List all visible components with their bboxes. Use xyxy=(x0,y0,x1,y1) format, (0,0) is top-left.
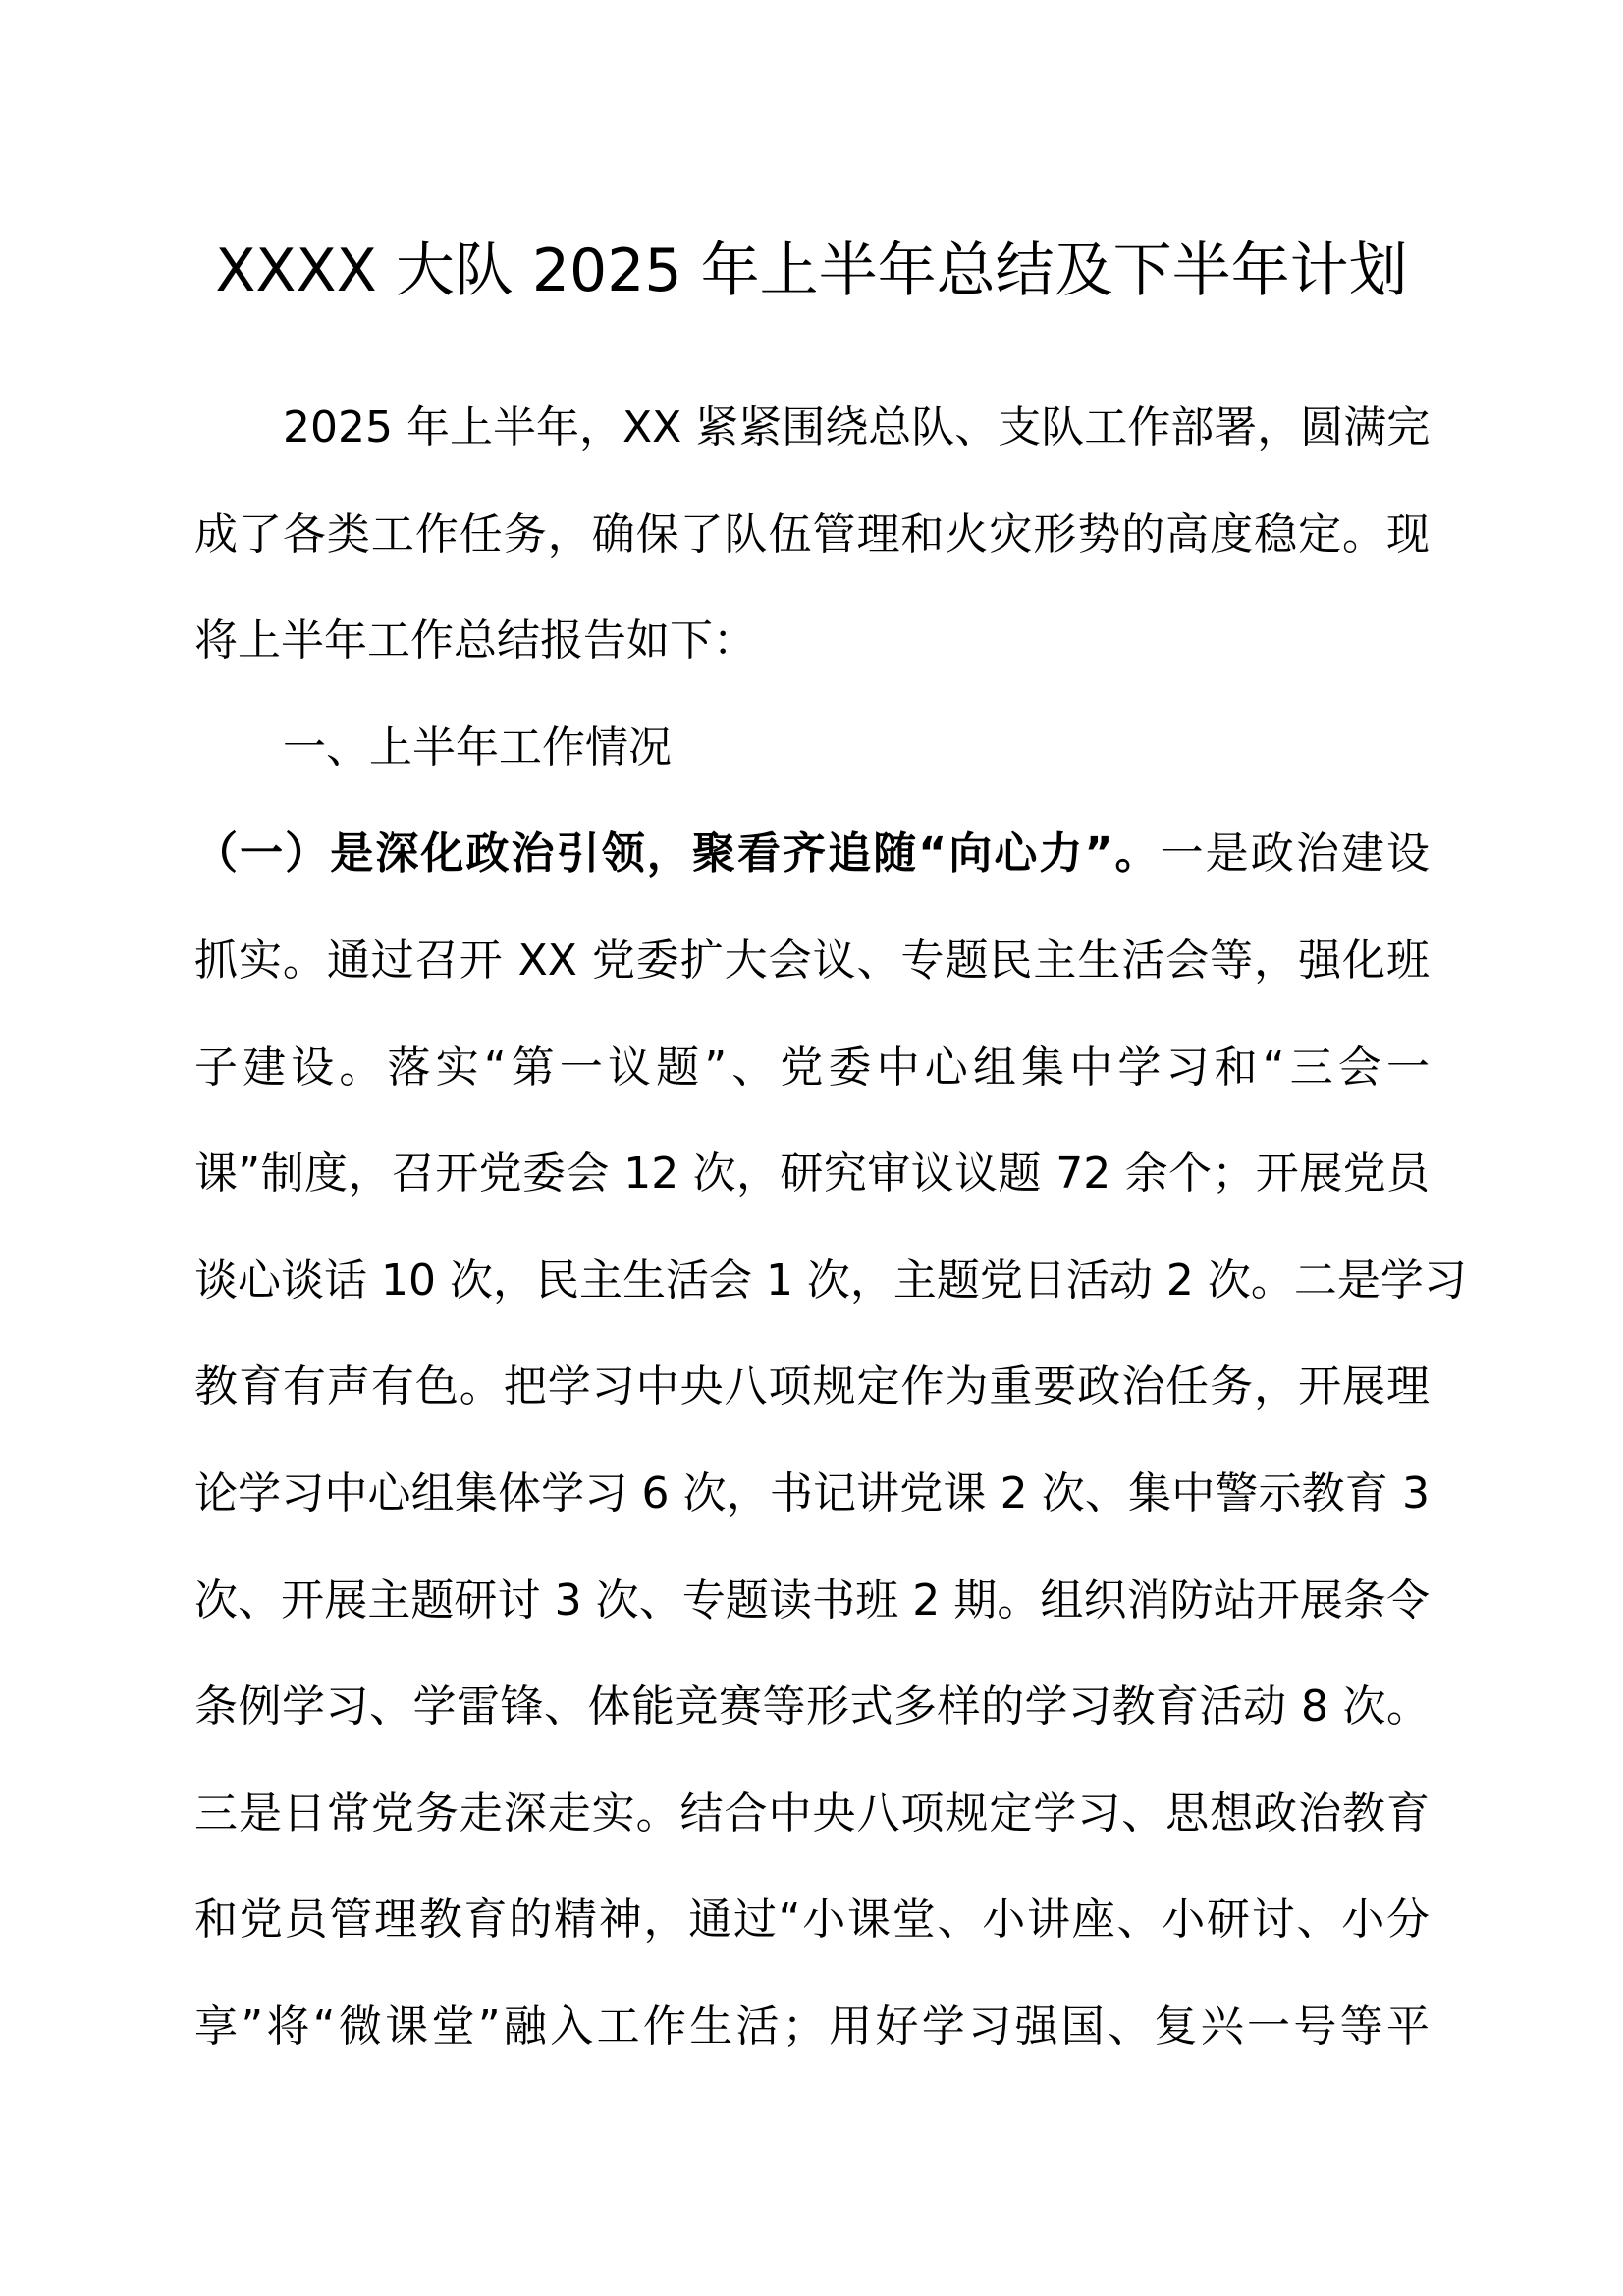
section-heading: 一、上半年工作情况 xyxy=(283,721,672,773)
paragraph-line: 享”将“微课堂”融入工作生活；用好学习强国、复兴一号等平 xyxy=(194,2001,1430,2052)
intro-line: 成了各类工作任务，确保了队伍管理和火灾形势的高度稳定。现 xyxy=(194,508,1430,560)
paragraph-line: 三是日常党务走深走实。结合中央八项规定学习、思想政治教育 xyxy=(194,1788,1430,1839)
intro-line: 将上半年工作总结报告如下： xyxy=(194,615,756,667)
paragraph-line: 次、开展主题研讨 3 次、专题读书班 2 期。组织消防站开展条令 xyxy=(194,1575,1430,1626)
paragraph-line: 课”制度，召开党委会 12 次，研究审议议题 72 余个；开展党员 xyxy=(194,1148,1430,1200)
subsection-heading: （一）是深化政治引领，聚看齐追随“向心力”。 xyxy=(194,828,1161,880)
paragraph-line: 条例学习、学雷锋、体能竞赛等形式多样的学习教育活动 8 次。 xyxy=(194,1682,1430,1733)
paragraph-line: 和党员管理教育的精神，通过“小课堂、小讲座、小研讨、小分 xyxy=(194,1895,1430,1946)
subsection-first-line xyxy=(194,801,1430,908)
intro-line: 2025 年上半年，XX 紧紧围绕总队、支队工作部署，圆满完 xyxy=(283,402,1431,453)
paragraph-text: 一是政治建设 xyxy=(1160,828,1430,880)
paragraph-line: 抓实。通过召开 XX 党委扩大会议、专题民主生活会等，强化班 xyxy=(194,934,1430,986)
paragraph-line: 子建设。落实“第一议题”、党委中心组集中学习和“三会一 xyxy=(194,1041,1430,1093)
paragraph-line: 教育有声有色。把学习中央八项规定作为重要政治任务，开展理 xyxy=(194,1362,1430,1413)
paragraph-line: 谈心谈话 10 次，民主生活会 1 次，主题党日活动 2 次。二是学习 xyxy=(194,1255,1467,1306)
document-title: XXXX 大队 2025 年上半年总结及下半年计划 xyxy=(215,237,1408,305)
paragraph-line: 论学习中心组集体学习 6 次，书记讲党课 2 次、集中警示教育 3 xyxy=(194,1468,1430,1519)
document-body xyxy=(194,375,1467,2081)
